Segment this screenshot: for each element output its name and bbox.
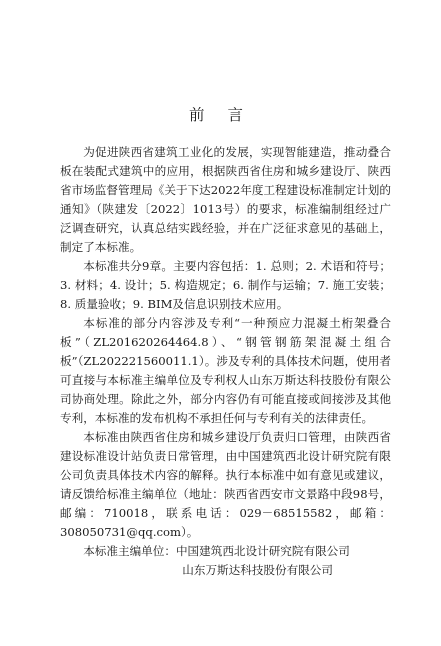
chief-editor-unit-1: 中国建筑西北设计研究院有限公司	[175, 544, 350, 558]
paragraph-contents: 本标准共分9章。主要内容包括：1. 总则；2. 术语和符号；3. 材料；4. 设计；5. 构造规定；6. 制作与运输；7. 施工安装；8. 质量验收；9. BIM及信息识别技术应用。	[60, 259, 391, 311]
chief-editor-unit-2: 山东万斯达科技股份有限公司	[182, 563, 333, 577]
page-title: 前 言	[189, 106, 252, 124]
chief-editor-line	[60, 542, 391, 561]
chief-editor-label: 本标准主编单位：	[83, 544, 176, 558]
document-body	[60, 143, 391, 580]
paragraph-patents: 本标准的部分内容涉及专利“一种预应力混凝土桁架叠合板”（ZL201620264464.8）、“钢管钢筋架混凝土组合板”（ZL202221560011.1）。涉及专利的具体技术问题，使用者可直接与本标准主编单位及专利权人山东万斯达科技股份有限公司协商处理。除此之外，部分内容仍有可能直接或间接涉及其他专利，本标准的发布机构不承担任何与专利有关的法律责任。	[60, 316, 391, 425]
paragraph-purpose: 为促进陕西省建筑工业化的发展，实现智能建造，推动叠合板在装配式建筑中的应用，根据陕西省住房和城乡建设厅、陕西省市场监督管理局《关于下达2022年度工程建设标准制定计划的通知》（陕建发〔2022〕1013号）的要求，标准编制组经过广泛调查研究，认真总结实践经验，并在广泛征求意见的基础上，制定了本标准。	[60, 145, 391, 254]
paragraph-management: 本标准由陕西省住房和城乡建设厅负责归口管理，由陕西省建设标准设计站负责日常管理，由中国建筑西北设计研究院有限公司负责具体技术内容的解释。执行本标准中如有意见或建议，请反馈给标准主编单位（地址：陕西省西安市文景路中段98号，邮编：710018，联系电话：029－68515582，邮箱：308050731@qq.com）。	[60, 430, 391, 539]
